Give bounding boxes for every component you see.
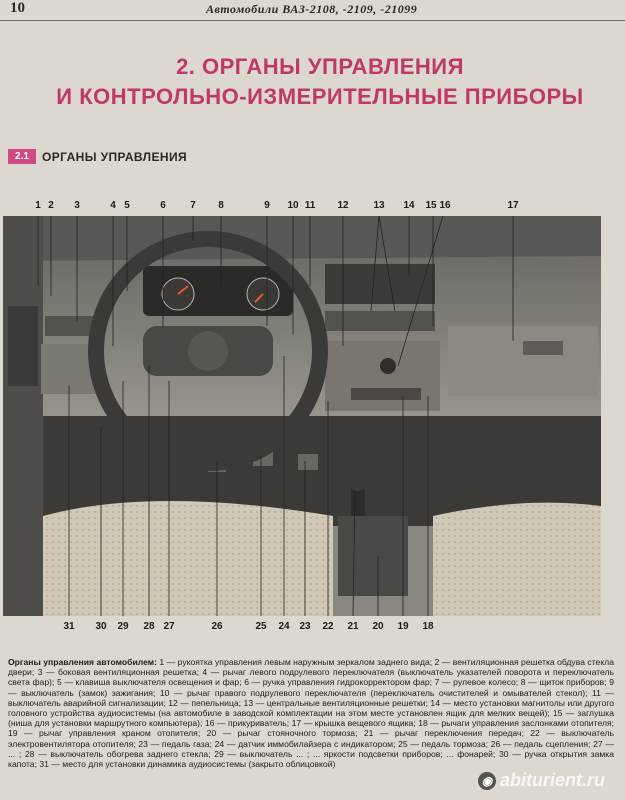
dashboard-photo xyxy=(3,216,601,616)
callout-20: 20 xyxy=(372,621,384,632)
section-number-badge: 2.1 xyxy=(8,149,36,164)
callout-17: 17 xyxy=(507,200,519,211)
page-header xyxy=(0,0,625,21)
chapter-title-line-2: И КОНТРОЛЬНО-ИЗМЕРИТЕЛЬНЫЕ ПРИБОРЫ xyxy=(56,84,584,109)
callout-26: 26 xyxy=(211,621,223,632)
callout-15: 15 xyxy=(425,200,437,211)
callout-21: 21 xyxy=(347,621,359,632)
callout-19: 19 xyxy=(397,621,409,632)
running-head: Автомобили ВАЗ-2108, -2109, -21099 xyxy=(206,2,418,16)
callout-7: 7 xyxy=(190,200,196,211)
chapter-title-line-1: 2. ОРГАНЫ УПРАВЛЕНИЯ xyxy=(176,54,464,79)
caption-lead: Органы управления автомобилем: xyxy=(8,657,157,667)
watermark-text: abiturient.ru xyxy=(500,770,606,790)
callout-3: 3 xyxy=(74,200,80,211)
callout-22: 22 xyxy=(322,621,334,632)
callout-10: 10 xyxy=(287,200,299,211)
callout-13: 13 xyxy=(373,200,385,211)
section-heading xyxy=(8,148,598,166)
callout-11: 11 xyxy=(304,200,316,211)
page-number: 10 xyxy=(10,0,25,16)
caption-text: 1 — рукоятка управления левым наружным зеркалом заднего вида; 2 — вентиляционная решетка обдува стекла двери; 3 — боковая вентиляционная решетка; 4 — рычаг левого подрулевого переключателя (выключатель указателей поворота и переключатель света фар); 5 — клавиша выключателя освещения и фар; 6 — ручка управления гидрокорректором фар; 7 — рулевое колесо; 8 — щиток приборов; 9 — выключатель (замок) зажигания; 10 — рычаг правого подрулевого переключателя (переключатель очистителей и омывателей стекол); 11 — выключатель аварийной сигнализации; 12 — пепельница; 13 — центральные вентиляционные решетки; 14 — место установки магнитолы или другого головного устройства аудиосистемы (на автомобиле в заводской комплектации на этом месте установлен ящик для мелких вещей); 15 — заглушка (ниша для установки маршрутного компьютера); 16 — прикуриватель; 17 — крышка вещевого ящика; 18 — рычаги управления заслонками отопителя; 19 — рычаг управления краном отопителя; 20 — рычаг стояночного тормоза; 21 — рычаг переключения передач; 22 — выключатель электровентилятора отопителя; 23 — педаль газа; 24 — датчик иммобилайзера с индикатором; 25 — педаль тормоза; 26 — педаль сцепления; 27 — ... ; 28 — выключатель обогрева заднего стекла; 29 — выключатель ... ; ... яркости подсветки приборов; ... фонарей; 30 — ручка открытия замка капота; 31 — место для установки динамика аудиосистемы (закрыто облицовкой) xyxy=(8,657,614,770)
callout-23: 23 xyxy=(299,621,311,632)
chapter-title xyxy=(40,52,600,112)
callout-8: 8 xyxy=(218,200,224,211)
owl-logo-icon: ◉ xyxy=(478,772,496,790)
section-title: ОРГАНЫ УПРАВЛЕНИЯ xyxy=(42,150,188,164)
dashboard-illustration xyxy=(3,216,601,616)
callout-25: 25 xyxy=(255,621,267,632)
callout-24: 24 xyxy=(278,621,290,632)
callout-4: 4 xyxy=(110,200,116,211)
callout-9: 9 xyxy=(264,200,270,211)
callout-31: 31 xyxy=(63,621,75,632)
callout-12: 12 xyxy=(337,200,349,211)
callout-30: 30 xyxy=(95,621,107,632)
callout-2: 2 xyxy=(48,200,54,211)
callout-16: 16 xyxy=(439,200,451,211)
callout-14: 14 xyxy=(403,200,415,211)
callout-18: 18 xyxy=(422,621,434,632)
callout-28: 28 xyxy=(143,621,155,632)
watermark xyxy=(478,770,605,791)
callout-5: 5 xyxy=(124,200,130,211)
callout-6: 6 xyxy=(160,200,166,211)
callout-29: 29 xyxy=(117,621,129,632)
callout-1: 1 xyxy=(35,200,41,211)
callout-27: 27 xyxy=(163,621,175,632)
